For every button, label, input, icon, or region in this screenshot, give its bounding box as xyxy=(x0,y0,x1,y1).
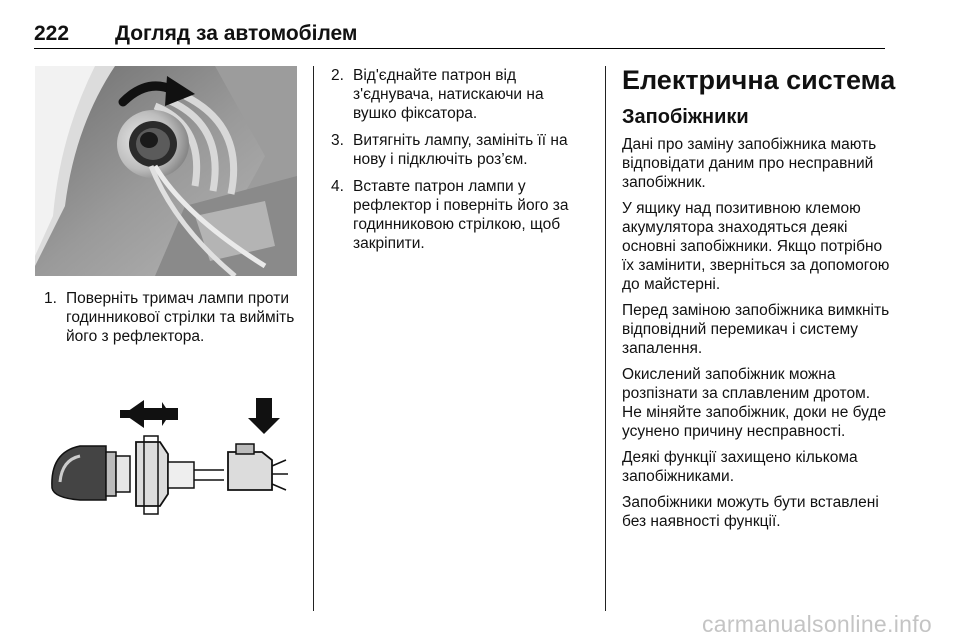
paragraph: Деякі функції захищено кількома запобіжниками. xyxy=(622,449,858,485)
paragraph: Запобіжники можуть бути вставлені без наявності функції. xyxy=(622,494,879,530)
step-item: 4. Вставте патрон лампи у рефлектор і поверніть його за годинниковою стрілкою, щоб закріпити. xyxy=(331,178,569,252)
paragraph: У ящику над позитивною клемою акумулятора знаходяться деякі основні запобіжники. Якщо потрібно їх замінити, зверніться за допомогою до майстерні. xyxy=(622,200,890,293)
fuses-text xyxy=(622,135,890,538)
header-rule xyxy=(34,48,885,49)
subsection-title: Запобіжники xyxy=(622,106,749,128)
page-header-title: Догляд за автомобілем xyxy=(115,22,358,45)
watermark: carmanualsonline.info xyxy=(701,611,932,637)
step-list-middle xyxy=(331,66,591,261)
paragraph: Дані про заміну запобіжника мають відповідати даним про несправний запобіжник. xyxy=(622,136,877,191)
step-item: 1. Поверніть тримач лампи проти годинникової стрілки та вийміть його з рефлектора. xyxy=(44,290,295,345)
bulb-holder-rotate-illustration xyxy=(35,66,297,276)
column-divider xyxy=(313,66,314,611)
step-item: 2. Від'єднайте патрон від з'єднувача, натискаючи на вушко фіксатора. xyxy=(331,67,544,122)
step-list-left xyxy=(44,289,306,354)
section-title: Електрична система xyxy=(622,65,896,95)
paragraph: Окислений запобіжник можна розпізнати за сплавленим дротом. Не міняйте запобіжник, доки не буде усунено причину несправності. xyxy=(622,366,887,440)
paragraph: Перед заміною запобіжника вимкніть відповідний перемикач і систему запалення. xyxy=(622,302,890,357)
page-number: 222 xyxy=(34,22,70,45)
column-divider xyxy=(605,66,606,611)
step-item: 3. Витягніть лампу, замініть її на нову і підключіть роз’єм. xyxy=(331,132,568,168)
bulb-socket-disconnect-illustration xyxy=(40,390,290,515)
